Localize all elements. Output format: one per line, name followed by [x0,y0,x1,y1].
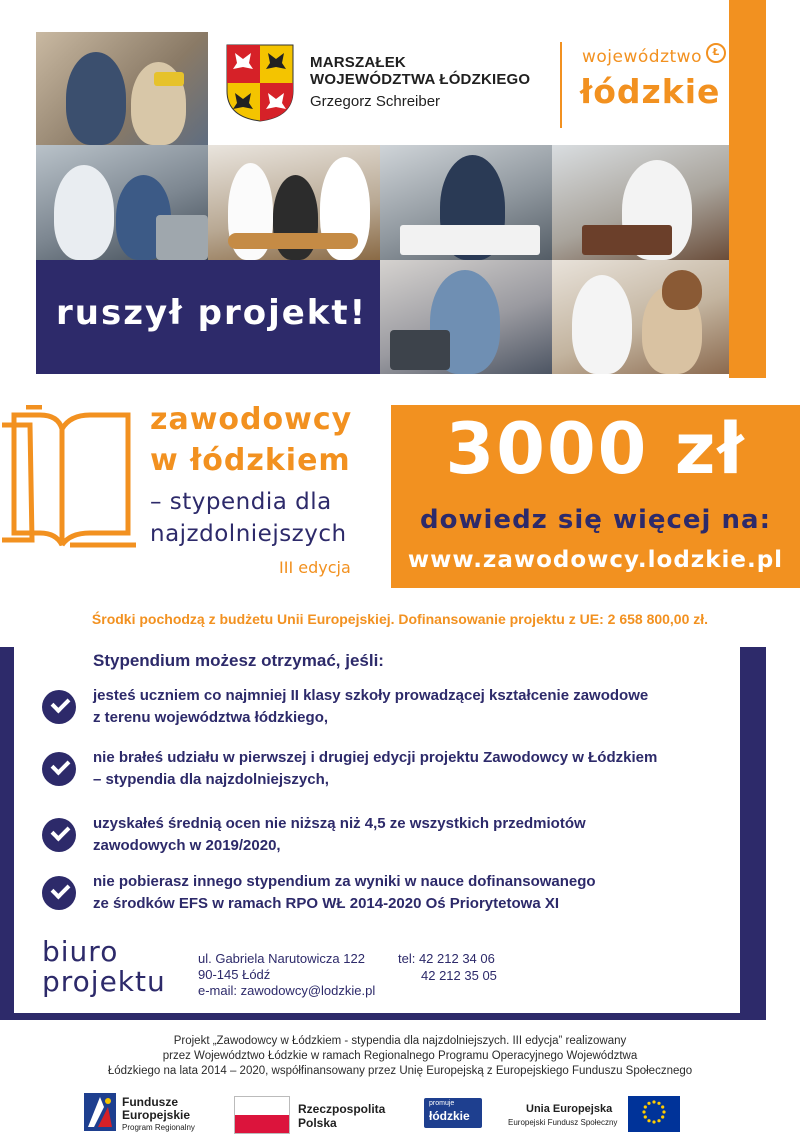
check-icon [42,690,76,724]
republic-of-poland-logo-text [298,1102,385,1130]
check-icon [42,752,76,786]
region-logo-mark: Ł [706,43,726,63]
marshal-title-line2: WOJEWÓDZTWA ŁÓDZKIEGO [310,71,531,88]
criteria-item-line1: nie brałeś udziału w pierwszej i drugiej edycji projektu Zawodowcy w Łódzkiem [93,749,658,766]
marshal-title-line1: MARSZAŁEK [310,54,406,71]
criteria-item [93,685,743,729]
office-phone-1: tel: 42 212 34 06 [398,951,495,966]
photo-chefs [208,145,380,260]
european-funds-line2: Europejskie [122,1108,191,1122]
project-website-link[interactable]: www.zawodowcy.lodzkie.pl [407,547,784,573]
marshal-name: Grzegorz Schreiber [310,93,441,110]
footer-line1: Projekt „Zawodowcy w Łódzkiem - stypendia dla najzdolniejszych. III edycja” realizowany [173,1035,627,1047]
open-book-icon [0,405,138,555]
scholarship-amount: 3000 zł [445,408,746,490]
eu-logo-subtitle: Europejski Fundusz Społeczny [508,1118,618,1127]
eu-flag-icon [628,1096,680,1132]
republic-of-poland-line1: Rzeczpospolita [298,1102,386,1116]
region-logo-big-text: łódzkie [580,72,721,111]
project-footer-note [0,1034,800,1079]
promotes-lodzkie-logo [424,1098,482,1128]
office-email[interactable]: e-mail: zawodowcy@lodzkie.pl [198,983,376,998]
check-icon [42,818,76,852]
criteria-item [93,813,743,857]
photo-mechanic-student [380,260,552,374]
office-street: ul. Gabriela Narutowicza 122 [198,951,365,966]
footer-line2: przez Województwo Łódzkie w ramach Regionalnego Programu Operacyjnego Województwa [162,1050,638,1062]
criteria-item-line2: z terenu województwa łódzkiego, [93,709,329,726]
check-icon [42,876,76,910]
brand-subtitle-line1: – stypendia dla [150,489,332,515]
edition-label: III edycja [279,558,351,577]
criteria-item-line1: nie pobierasz innego stypendium za wyniki w nauce dofinansowanego [93,873,596,890]
european-funds-line1: Fundusze [122,1095,178,1109]
brand-subtitle-line2: najzdolniejszych [150,521,347,547]
republic-of-poland-line2: Polska [298,1116,337,1130]
top-left-margin [0,0,36,378]
european-funds-program: Program Regionalny [122,1123,195,1132]
european-funds-logo-text [122,1096,190,1122]
criteria-item [93,871,743,915]
criteria-item-line2: zawodowych w 2019/2020, [93,837,281,854]
promotes-big-text: łódzkie [429,1109,470,1123]
learn-more-text: dowiedz się więcej na: [420,505,771,535]
header-divider [560,42,562,128]
photo-lathe-students [36,145,208,260]
criteria-item-line1: uzyskałeś średnią ocen nie niższą niż 4,5 ze wszystkich przedmiotów [93,815,586,832]
project-office-title-line1: biuro [42,935,119,968]
eu-logo-title: Unia Europejska [526,1103,613,1115]
region-logo-small-text: województwo [582,47,702,67]
promotes-small-text: promuje [429,1100,455,1107]
criteria-item-line1: jesteś uczniem co najmniej II klasy szkoły prowadzącej kształcenie zawodowe [93,687,649,704]
photo-technical-drawing [380,145,552,260]
criteria-item-line2: ze środków EFS w ramach RPO WŁ 2014-2020 Oś Priorytetowa XI [93,895,559,912]
office-phone-2: 42 212 35 05 [421,968,497,983]
footer-line3: Łódzkiego na lata 2014 – 2020, współfinansowany przez Unię Europejską z Europejskiego Funduszu Społecznego [107,1065,693,1077]
european-funds-logo-icon [84,1093,116,1131]
brand-title-line2: w łódzkiem [150,443,351,478]
criteria-item [93,747,743,791]
funding-note: Środki pochodzą z budżetu Unii Europejskiej. Dofinansowanie projektu z UE: 2 658 800,00 zł. [91,611,709,627]
brand-title-line1: zawodowcy [150,402,353,437]
marshal-title [310,54,550,88]
polish-flag-icon [234,1096,290,1134]
project-started-text: ruszył projekt! [56,293,368,333]
criteria-item-line2: – stypendia dla najzdolniejszych, [93,771,329,788]
voivodeship-coat-of-arms [225,43,295,123]
criteria-heading: Stypendium możesz otrzymać, jeśli: [93,651,384,670]
photo-electronics-soldering [552,145,729,260]
photo-hairdressers [552,260,729,374]
project-office-title-line2: projektu [42,965,166,998]
photo-students-drill [36,32,208,145]
office-city: 90-145 Łódź [198,967,271,982]
